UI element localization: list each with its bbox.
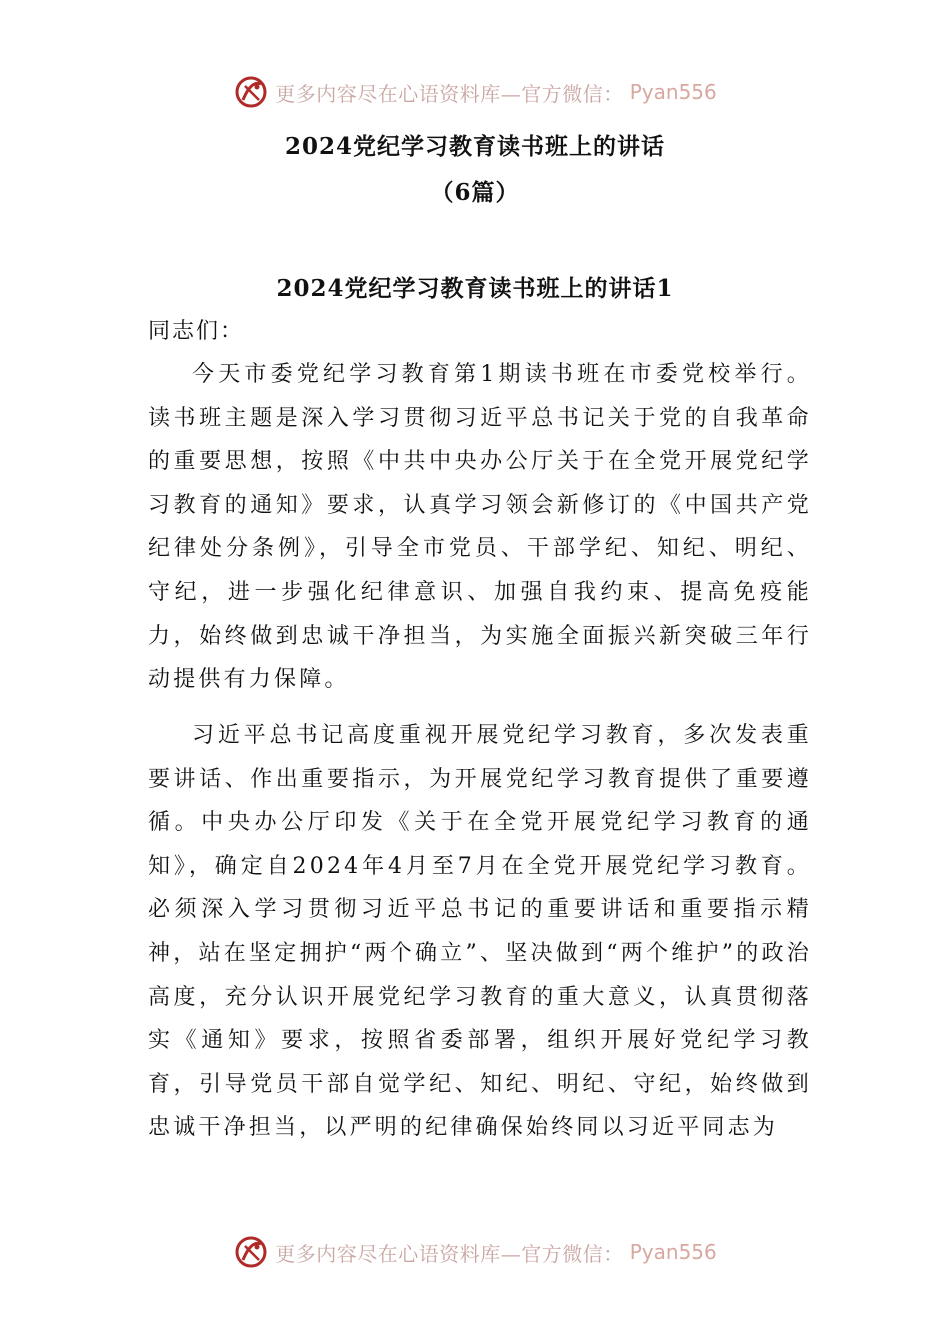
header-banner — [0, 72, 950, 112]
header-banner-content — [233, 74, 717, 110]
banner-text: 更多内容尽在心语资料库—官方微信： — [275, 1241, 624, 1266]
section-title: 2024党纪学习教育读书班上的讲话1 — [276, 275, 674, 302]
paragraph-1: 今天市委党纪学习教育第1期读书班在市委党校举行。读书班主题是深入学习贯彻习近平总书记关于党的自我革命的重要思想，按照《中共中央办公厅关于在全党开展党纪学习教育的通知》要求，认真学习领会新修订的《中国共产党纪律处分条例》，引导全市党员、干部学纪、知纪、明纪、守纪，进一步强化纪律意识、加强自我约束、提高免疫能力，始终做到忠诚干净担当，为实施全面振兴新突破三年行动提供有力保障。 — [148, 362, 812, 693]
footer-banner — [0, 1232, 950, 1272]
salutation: 同志们： — [148, 319, 245, 344]
banner-wechat-id: Pyan556 — [629, 1240, 717, 1264]
paragraph-2: 习近平总书记高度重视开展党纪学习教育，多次发表重要讲话、作出重要指示，为开展党纪学习教育提供了重要遵循。中央办公厅印发《关于在全党开展党纪学习教育的通知》，确定自2024年4月至7月在全党开展党纪学习教育。必须深入学习贯彻习近平总书记的重要讲话和重要指示精神，站在坚定拥护“两个确立”、坚决做到“两个维护”的政治高度，充分认识开展党纪学习教育的重大意义，认真贯彻落实《通知》要求，按照省委部署，组织开展好党纪学习教育，引导党员干部自觉学纪、知纪、明纪、守纪，始终做到忠诚干净担当，以严明的纪律确保始终同以习近平同志为 — [148, 723, 812, 1141]
banner-wechat-id: Pyan556 — [629, 80, 717, 104]
document-subtitle: （6篇） — [430, 179, 520, 206]
banner-text: 更多内容尽在心语资料库—官方微信： — [275, 81, 624, 106]
document-title: 2024党纪学习教育读书班上的讲话 — [284, 133, 665, 160]
brand-logo-icon — [233, 1234, 269, 1270]
brand-logo-icon — [233, 74, 269, 110]
footer-banner-content — [233, 1234, 717, 1270]
